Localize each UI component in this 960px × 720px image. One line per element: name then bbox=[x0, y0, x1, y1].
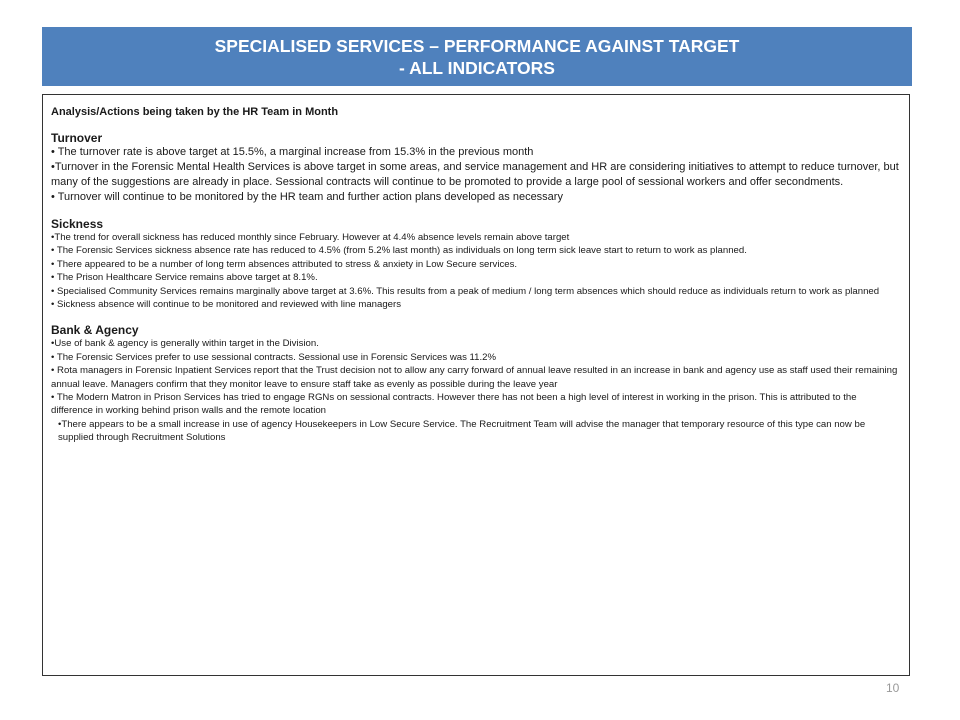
title-line-1: SPECIALISED SERVICES – PERFORMANCE AGAINST TARGET bbox=[214, 35, 740, 56]
panel-heading: Analysis/Actions being taken by the HR Team in Month bbox=[51, 106, 339, 118]
bank-agency-bullet: • Rota managers in Forensic Inpatient Services report that the Trust decision not to allow any carry forward of annual leave resulted in an increase in bank and agency use as staff used their remaining annual leave. Managers confirm that they monitor leave to ensure staff take as evenly as possible during the leave year bbox=[51, 365, 898, 390]
bank-agency-bullet: •There appears to be a small increase in use of agency Housekeepers in Low Secure Service. The Recruitment Team will advise the manager that temporary resource of this type can now be supplied through Recruitment Solutions bbox=[58, 418, 866, 444]
sickness-title: Sickness bbox=[51, 217, 104, 231]
title-line-2: - ALL INDICATORS bbox=[399, 57, 555, 78]
turnover-bullet: • The turnover rate is above target at 15.5%, a marginal increase from 15.3% in the previous month bbox=[51, 146, 534, 158]
sickness-bullet: • Sickness absence will continue to be monitored and reviewed with line managers bbox=[51, 299, 401, 311]
bank-agency-bullet: • The Modern Matron in Prison Services has tried to engage RGNs on sessional contracts. However there has not been a high level of interest in working in the prison. This is attributed to the difference in working behind prison walls and the remote location bbox=[51, 392, 857, 417]
page-number: 10 bbox=[886, 681, 900, 695]
bank-agency-bullet: •Use of bank & agency is generally within target in the Division. bbox=[51, 338, 319, 350]
sickness-bullet: • The Prison Healthcare Service remains above target at 8.1%. bbox=[51, 272, 318, 284]
turnover-bullet: • Turnover will continue to be monitored by the HR team and further action plans developed as necessary bbox=[51, 191, 563, 203]
sickness-bullet: •The trend for overall sickness has reduced monthly since February. However at 4.4% absence levels remain above target bbox=[51, 232, 570, 243]
turnover-title: Turnover bbox=[51, 131, 103, 145]
sickness-bullet: • There appeared to be a number of long term absences attributed to stress & anxiety in Low Secure services. bbox=[51, 258, 518, 270]
title-banner bbox=[42, 27, 912, 86]
sickness-bullet: • The Forensic Services sickness absence rate has reduced to 4.5% (from 5.2% last month) as individuals on long term sick leave start to return to work as planned. bbox=[51, 245, 747, 257]
bank-agency-bullet: • The Forensic Services prefer to use sessional contracts. Sessional use in Forensic Services was 11.2% bbox=[51, 351, 497, 363]
sickness-bullet: • Specialised Community Services remains marginally above target at 3.6%. This results from a peak of medium / long term absences which should reduce as individuals return to work as planned bbox=[51, 285, 880, 297]
bank-agency-title: Bank & Agency bbox=[51, 323, 139, 338]
turnover-bullet: •Turnover in the Forensic Mental Health Services is above target in some areas, and service management and HR are considering initiatives to attempt to reduce turnover, but many of the suggestions are already in place. Sessional contracts will continue to be promoted to provide a large pool of sessional workers and offer secondments. bbox=[51, 161, 899, 188]
analysis-panel bbox=[42, 94, 910, 676]
